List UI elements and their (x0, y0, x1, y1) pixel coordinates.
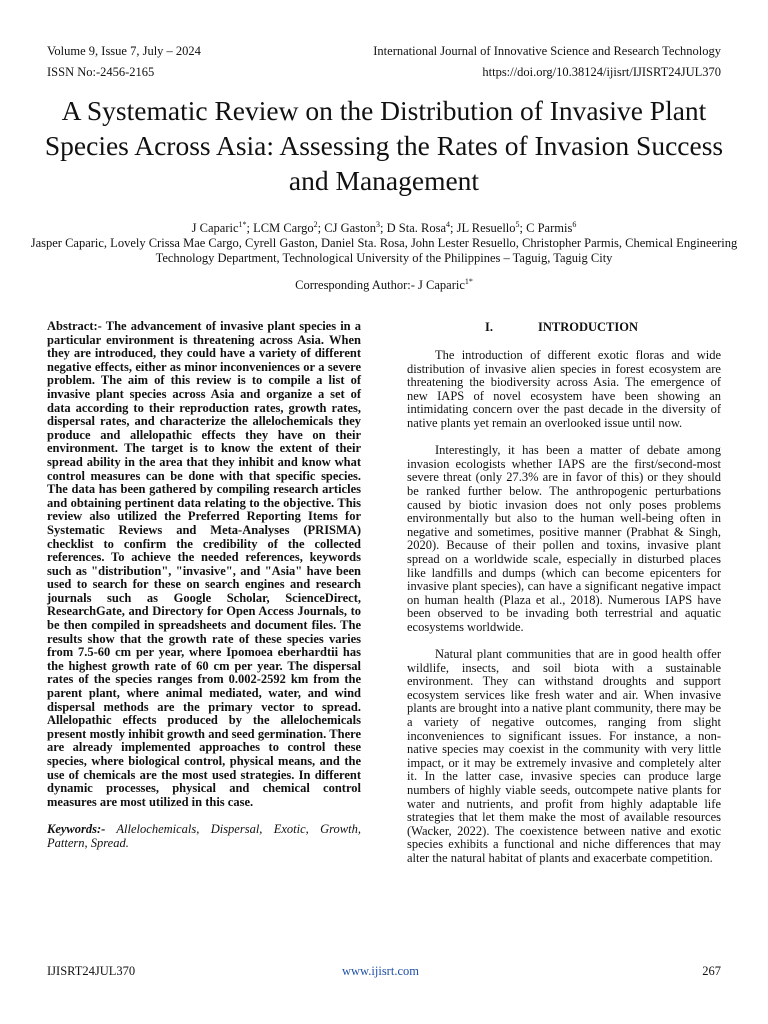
header-issn: ISSN No:-2456-2165 (47, 65, 155, 79)
author-sup: 2 (313, 219, 318, 229)
intro-paragraph-3: Natural plant communities that are in good health offer wildlife, insects, and soil biota with a sustainable environment. They can withstand droughts and support ecosystem services like fresh water and air. When invasive plants are brought into a native plant community, there may be a variety of negative outcomes, ranging from slight inconveniences to significant issues. For instance, a non-native species may coexist in the community with very little impact, or it may be extremely invasive and completely alter it. In the latter case, invasive species can produce large numbers of highly viable seeds, outcompete native plants for water and nutrients, and profit from highly adaptable life strategies that let them make the most of available resources (Wacker, 2022). The coexistence between native and exotic species exhibits a functional and niche differences that may alter the natural habitat of plants and exacerbate competition. (407, 647, 721, 865)
keywords-label: Keywords:- (47, 822, 106, 837)
author-sup: 4 (446, 219, 451, 229)
abstract: Abstract:- The advancement of invasive plant species in a particular environment is threatening across Asia. When they are introduced, they could have a variety of different negative effects, either as minor inconveniences or a severe problem. The aim of this review is to compile a list of invasive plant species across Asia and organize a set of data according to their reproduction rates, growth rates, dispersal rates, and characterize the allelochemicals they produce and allelopathic effects they have on their environment. The target is to know the extent of their spread ability in the area that they inhibit and know what control measures can be done with that specific species. The data has been gathered by compiling research articles and obtaining pertinent data relating to the objective. This review also utilized the Preferred Reporting Items for Systematic Reviews and Meta-Analyses (PRISMA) checklist to confirm the credibility of the collected references. To achieve the needed references, keywords such as "distribution", "invasive", and "Asia" have been used to search for these on search engines and research journals such as Google Scholar, ScienceDirect, ResearchGate, and Directory for Open Access Journals, to be then compiled in spreadsheets and document files. The results show that the growth rate of these species varies from 7.5-60 cm per year, where Ipomoea eberhardtii has the highest growth rate of 60 cm per year. The dispersal rates of the species ranges from 0.002-2592 km from the parent plant, where animal mediated, water, and wind dispersal methods are the primary vector to spread. Allelopathic effects produced by the allelochemicals present mostly inhibit growth and seed germination. There are already implemented approaches to control these species, where biological control, physical means, and the use of chemicals are the most used strategies. In different dynamic processes, physical and chemical control measures are most utilized in this case. (47, 319, 361, 809)
author-sup: 6 (572, 219, 577, 229)
intro-paragraph-1: The introduction of different exotic floras and wide distribution of invasive alien species in forest ecosystem are threatening the biodiversity across Asia. The emergence of new IAPS of novel ecosystem have been showing an intimidating concern over the past decade in the diversity of native plants yet remain an overlooked issue until now. (407, 348, 721, 430)
footer-page-number: 267 (702, 964, 721, 978)
author-list: J Caparic$^{1*}$; LCM Cargo$^2$; CJ Gaston$^3$; D Sta. Rosa$^4$; JL Resuello$^5$; C Parmis$^6$ (191, 219, 577, 235)
author-name: D Sta. Rosa (386, 221, 447, 235)
author-name: LCM Cargo (253, 221, 314, 235)
header-doi[interactable]: https://doi.org/10.38124/ijisrt/IJISRT24JUL370 (482, 65, 721, 79)
right-column (407, 320, 721, 879)
keywords-text: Allelochemicals, Dispersal, Exotic, Growth, Pattern, Spread. (47, 822, 361, 850)
author-name: CJ Gaston (324, 221, 377, 235)
corresponding-author (30, 278, 738, 293)
section-heading (407, 320, 721, 334)
section-title: INTRODUCTION (538, 320, 639, 334)
corresponding-author-sup: 1* (464, 276, 473, 286)
header-journal: International Journal of Innovative Science and Research Technology (373, 44, 721, 58)
author-sup: 1* (238, 219, 247, 229)
author-name: JL Resuello (456, 221, 516, 235)
corresponding-author-label: Corresponding Author:- J Caparic (295, 278, 465, 292)
header-volume: Volume 9, Issue 7, July – 2024 (47, 44, 201, 58)
footer-website-link[interactable]: www.ijisrt.com (342, 964, 419, 978)
paper-title: A Systematic Review on the Distribution of Invasive Plant Species Across Asia: Assessing the Rates of Invasion Success and Management (44, 95, 724, 196)
author-name: C Parmis (526, 221, 573, 235)
author-affiliation: Jasper Caparic, Lovely Crissa Mae Cargo, Cyrell Gaston, Daniel Sta. Rosa, John Lester Resuello, Christopher Parmis, Chemical Engineering Technology Department, Technological University of the Philippines – Taguig, Taguig City (30, 236, 738, 265)
author-block (30, 221, 738, 266)
author-sup: 3 (376, 219, 381, 229)
author-sup: 5 (515, 219, 520, 229)
author-name: J Caparic (191, 221, 239, 235)
left-column (47, 320, 361, 851)
section-number: I. (485, 320, 493, 334)
footer-paper-id: IJISRT24JUL370 (47, 964, 136, 978)
intro-paragraph-2: Interestingly, it has been a matter of debate among invasion ecologists whether IAPS are the first/second-most severe threat (only 27.3% are in favor of this) or they should be ranked further below. The anthropogenic perturbations caused by biotic invasion does not only poses problems environmentally but also to the human well-being often in negative and sometimes, positive manner (Prabhat & Singh, 2020). Because of their pollen and toxins, invasive plant spread on a worldwide scale, especially in disturbed places like landfills and dumps (which can become epicenters for invasive plant species), can have a significant negative impact on human health (Plaza et al., 2018). Numerous IAPS have been observed to be invading both terrestrial and aquatic ecosystems worldwide. (407, 443, 721, 634)
keywords (47, 823, 361, 850)
